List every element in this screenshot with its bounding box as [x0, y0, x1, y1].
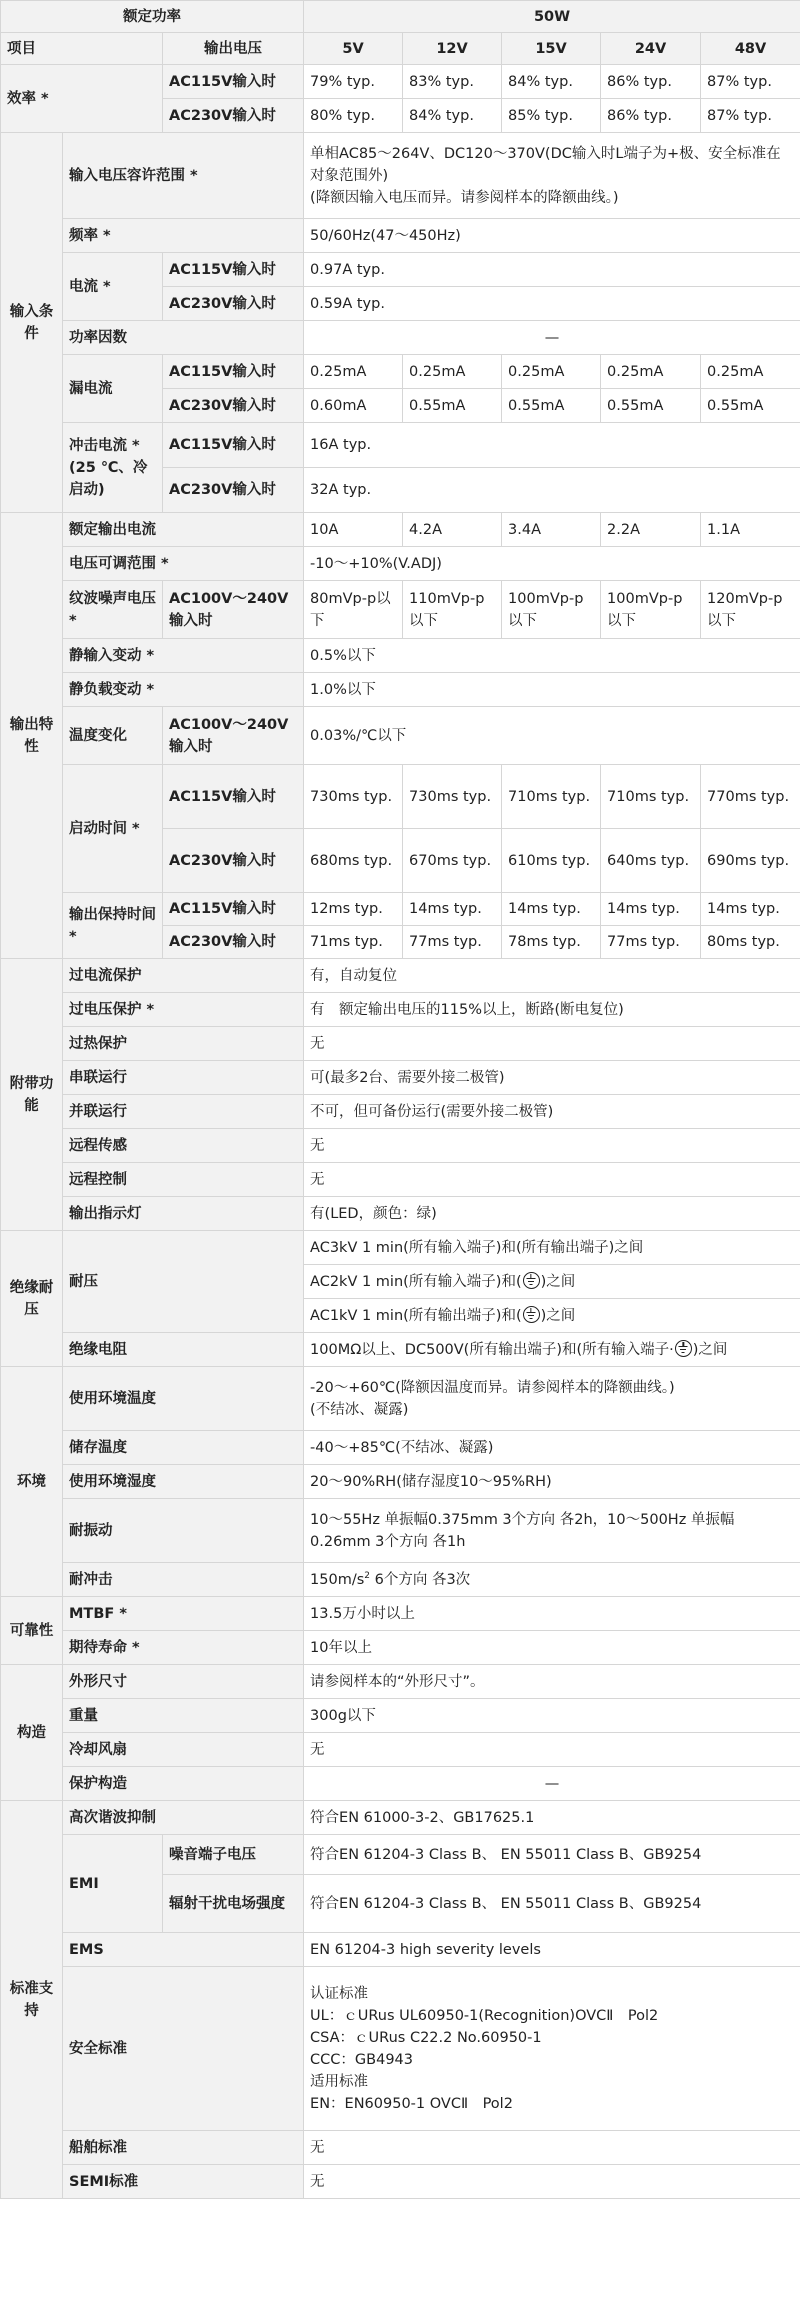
leak230-5v: 0.60mA [304, 389, 403, 423]
harmonic-label: 高次谐波抑制 [63, 1801, 304, 1835]
startup230-15v: 610ms typ. [502, 829, 601, 893]
startup230-24v: 640ms typ. [601, 829, 701, 893]
op-temp-text: -20～+60℃(降额因温度而异。请参阅样本的降额曲线。) [310, 1379, 675, 1396]
inrush-115-value: 16A typ. [304, 423, 800, 468]
aux-label-3: 串联运行 [63, 1061, 304, 1095]
env-group-label: 环境 [1, 1367, 63, 1597]
ripple-15v: 100mVp-p以下 [502, 581, 601, 639]
line-reg-value: 0.5%以下 [304, 639, 800, 673]
leak230-24v: 0.55mA [601, 389, 701, 423]
marine-value: 无 [304, 2131, 800, 2165]
startup-label: 启动时间 * [63, 765, 163, 893]
aux-group-label: 附带功能 [1, 959, 63, 1231]
startup-ac115-label: AC115V输入时 [163, 765, 304, 829]
leak115-24v: 0.25mA [601, 355, 701, 389]
efficiency-label: 效率 * [1, 65, 163, 133]
ripple-5v: 80mVp-p以下 [304, 581, 403, 639]
hold115-24v: 14ms typ. [601, 893, 701, 926]
safety-line: CCC：GB4943 [310, 2051, 413, 2068]
leak230-48v: 0.55mA [701, 389, 800, 423]
rated-current-15v: 3.4A [502, 513, 601, 547]
leak115-12v: 0.25mA [403, 355, 502, 389]
aux-label-5: 远程传感 [63, 1129, 304, 1163]
voltage-15v: 15V [502, 33, 601, 65]
eff230-48v: 87% typ. [701, 99, 800, 133]
aux-label-6: 远程控制 [63, 1163, 304, 1197]
aux-label-1: 过电压保护 * [63, 993, 304, 1027]
output-voltage-label: 输出电压 [163, 33, 304, 65]
voltage-5v: 5V [304, 33, 403, 65]
frequency-value: 50/60Hz(47～450Hz) [304, 219, 800, 253]
eff230-12v: 84% typ. [403, 99, 502, 133]
input-range-note: (降额因输入电压而异。请参阅样本的降额曲线。) [310, 189, 619, 206]
shock-b: 6个方向 各3次 [370, 1571, 471, 1588]
load-reg-label: 静负载变动 * [63, 673, 304, 707]
rated-current-12v: 4.2A [403, 513, 502, 547]
voltage-48v: 48V [701, 33, 800, 65]
startup-ac230-label: AC230V输入时 [163, 829, 304, 893]
withstand-2 [304, 1265, 800, 1299]
power-factor-label: 功率因数 [63, 321, 304, 355]
insulation-res-a: 100MΩ以上、DC500V(所有输出端子)和(所有输入端子· [310, 1341, 674, 1358]
withstand-3-b: )之间 [540, 1307, 576, 1324]
construction-group-label: 构造 [1, 1665, 63, 1801]
eff115-15v: 84% typ. [502, 65, 601, 99]
insulation-res-value [304, 1333, 800, 1367]
humidity-label: 使用环境湿度 [63, 1465, 304, 1499]
startup115-12v: 730ms typ. [403, 765, 502, 829]
temp-drift-label: 温度变化 [63, 707, 163, 765]
input-range-label: 输入电压容许范围 * [63, 133, 304, 219]
adj-range-value: -10～+10%(V.ADJ) [304, 547, 800, 581]
load-reg-value: 1.0%以下 [304, 673, 800, 707]
aux-value-2: 无 [304, 1027, 800, 1061]
dimensions-value: 请参阅样本的“外形尺寸”。 [304, 1665, 800, 1699]
op-temp-value [304, 1367, 800, 1431]
hold115-48v: 14ms typ. [701, 893, 800, 926]
insulation-res-b: )之间 [692, 1341, 728, 1358]
storage-temp-value: -40～+85℃(不结冰、凝露) [304, 1431, 800, 1465]
mtbf-value: 13.5万小时以上 [304, 1597, 800, 1631]
voltage-24v: 24V [601, 33, 701, 65]
startup230-48v: 690ms typ. [701, 829, 800, 893]
ac115-label: AC115V输入时 [163, 65, 304, 99]
protection-value: — [304, 1767, 800, 1801]
eff115-48v: 87% typ. [701, 65, 800, 99]
eff115-5v: 79% typ. [304, 65, 403, 99]
ripple-cond: AC100V～240V输入时 [163, 581, 304, 639]
power-factor-value: — [304, 321, 800, 355]
current-label: 电流 * [63, 253, 163, 321]
aux-value-0: 有，自动复位 [304, 959, 800, 993]
safety-line: CSA：ｃURus C22.2 No.60950-1 [310, 2029, 542, 2046]
fan-value: 无 [304, 1733, 800, 1767]
ems-value: EN 61204-3 high severity levels [304, 1933, 800, 1967]
withstand-2-b: )之间 [540, 1273, 576, 1290]
input-range-text: 单相AC85～264V、DC120～370V(DC输入时L端子为+极、安全标准在对象范围外) [310, 145, 781, 184]
aux-label-0: 过电流保护 [63, 959, 304, 993]
standards-group-label: 标准支持 [1, 1801, 63, 2199]
reliability-group-label: 可靠性 [1, 1597, 63, 1665]
withstand-1: AC3kV 1 min(所有输入端子)和(所有输出端子)之间 [304, 1231, 800, 1265]
frequency-label: 频率 * [63, 219, 304, 253]
rated-power-label: 额定功率 [1, 1, 304, 33]
leak230-15v: 0.55mA [502, 389, 601, 423]
ripple-24v: 100mVp-p以下 [601, 581, 701, 639]
aux-value-7: 有(LED，颜色：绿) [304, 1197, 800, 1231]
current-115-value: 0.97A typ. [304, 253, 800, 287]
startup115-5v: 730ms typ. [304, 765, 403, 829]
leak115-5v: 0.25mA [304, 355, 403, 389]
eff115-24v: 86% typ. [601, 65, 701, 99]
aux-value-1: 有 额定输出电压的115%以上，断路(断电复位) [304, 993, 800, 1027]
adj-range-label: 电压可调范围 * [63, 547, 304, 581]
leak115-48v: 0.25mA [701, 355, 800, 389]
input-range-value [304, 133, 800, 219]
withstand-2-a: AC2kV 1 min(所有输入端子)和( [310, 1273, 522, 1290]
rated-current-24v: 2.2A [601, 513, 701, 547]
temp-drift-cond: AC100V～240V输入时 [163, 707, 304, 765]
protection-label: 保护构造 [63, 1767, 304, 1801]
insulation-group-label: 绝缘耐压 [1, 1231, 63, 1367]
aux-label-2: 过热保护 [63, 1027, 304, 1061]
hold-ac115-label: AC115V输入时 [163, 893, 304, 926]
leakage-label: 漏电流 [63, 355, 163, 423]
ground-icon [523, 1306, 540, 1323]
semi-label: SEMI标准 [63, 2165, 304, 2199]
ripple-label: 纹波噪声电压 * [63, 581, 163, 639]
shock-label: 耐冲击 [63, 1563, 304, 1597]
input-group-label: 输入条件 [1, 133, 63, 513]
current-ac115-label: AC115V输入时 [163, 253, 304, 287]
safety-value [304, 1967, 800, 2131]
hold115-5v: 12ms typ. [304, 893, 403, 926]
aux-label-4: 并联运行 [63, 1095, 304, 1129]
eff115-12v: 83% typ. [403, 65, 502, 99]
ems-label: EMS [63, 1933, 304, 1967]
weight-value: 300g以下 [304, 1699, 800, 1733]
output-group-label: 输出特性 [1, 513, 63, 959]
harmonic-value: 符合EN 61000-3-2、GB17625.1 [304, 1801, 800, 1835]
emi-label: EMI [63, 1835, 163, 1933]
radiated-value: 符合EN 61204-3 Class B、 EN 55011 Class B、GB9254 [304, 1875, 800, 1933]
hold230-24v: 77ms typ. [601, 926, 701, 959]
eff230-24v: 86% typ. [601, 99, 701, 133]
dimensions-label: 外形尺寸 [63, 1665, 304, 1699]
inrush-230-value: 32A typ. [304, 468, 800, 513]
ripple-48v: 120mVp-p以下 [701, 581, 800, 639]
shock-sup: 2 [364, 1570, 371, 1581]
startup230-12v: 670ms typ. [403, 829, 502, 893]
ac230-label: AC230V输入时 [163, 99, 304, 133]
leak-ac115-label: AC115V输入时 [163, 355, 304, 389]
aux-value-5: 无 [304, 1129, 800, 1163]
leak115-15v: 0.25mA [502, 355, 601, 389]
startup115-15v: 710ms typ. [502, 765, 601, 829]
aux-label-7: 输出指示灯 [63, 1197, 304, 1231]
weight-label: 重量 [63, 1699, 304, 1733]
vibration-label: 耐振动 [63, 1499, 304, 1563]
aux-value-4: 不可，但可备份运行(需要外接二极管) [304, 1095, 800, 1129]
withstand-3-a: AC1kV 1 min(所有输出端子)和( [310, 1307, 522, 1324]
vibration-value: 10～55Hz 单振幅0.375mm 3个方向 各2h，10～500Hz 单振幅0.26mm 3个方向 各1h [304, 1499, 800, 1563]
op-temp-note: (不结冰、凝露) [310, 1401, 409, 1418]
leak-ac230-label: AC230V输入时 [163, 389, 304, 423]
inrush-label: 冲击电流 *(25 ℃、冷启动) [63, 423, 163, 513]
safety-label: 安全标准 [63, 1967, 304, 2131]
hold-label: 输出保持时间 * [63, 893, 163, 959]
eff230-15v: 85% typ. [502, 99, 601, 133]
rated-current-5v: 10A [304, 513, 403, 547]
radiated-label: 辐射干扰电场强度 [163, 1875, 304, 1933]
eff230-5v: 80% typ. [304, 99, 403, 133]
hold115-12v: 14ms typ. [403, 893, 502, 926]
aux-value-3: 可(最多2台、需要外接二极管) [304, 1061, 800, 1095]
voltage-12v: 12V [403, 33, 502, 65]
hold230-48v: 80ms typ. [701, 926, 800, 959]
aux-value-6: 无 [304, 1163, 800, 1197]
line-reg-label: 静输入变动 * [63, 639, 304, 673]
noise-value: 符合EN 61204-3 Class B、 EN 55011 Class B、GB9254 [304, 1835, 800, 1875]
current-230-value: 0.59A typ. [304, 287, 800, 321]
fan-label: 冷却风扇 [63, 1733, 304, 1767]
semi-value: 无 [304, 2165, 800, 2199]
withstand-3 [304, 1299, 800, 1333]
op-temp-label: 使用环境温度 [63, 1367, 304, 1431]
safety-line: 适用标准 [310, 2073, 369, 2090]
mtbf-label: MTBF * [63, 1597, 304, 1631]
hold230-5v: 71ms typ. [304, 926, 403, 959]
noise-label: 噪音端子电压 [163, 1835, 304, 1875]
temp-drift-value: 0.03%/℃以下 [304, 707, 800, 765]
shock-value [304, 1563, 800, 1597]
rated-current-label: 额定输出电流 [63, 513, 304, 547]
ground-icon [675, 1340, 692, 1357]
current-ac230-label: AC230V输入时 [163, 287, 304, 321]
safety-line: UL：ｃURus UL60950-1(Recognition)OVCⅡ Pol2 [310, 2007, 659, 2024]
insulation-res-label: 绝缘电阻 [63, 1333, 304, 1367]
inrush-ac115-label: AC115V输入时 [163, 423, 304, 468]
shock-a: 150m/s [310, 1571, 365, 1588]
storage-temp-label: 储存温度 [63, 1431, 304, 1465]
ripple-12v: 110mVp-p以下 [403, 581, 502, 639]
humidity-value: 20～90%RH(储存湿度10～95%RH) [304, 1465, 800, 1499]
ground-icon [523, 1272, 540, 1289]
life-value: 10年以上 [304, 1631, 800, 1665]
item-label: 项目 [1, 33, 163, 65]
hold-ac230-label: AC230V输入时 [163, 926, 304, 959]
hold230-12v: 77ms typ. [403, 926, 502, 959]
hold230-15v: 78ms typ. [502, 926, 601, 959]
startup115-24v: 710ms typ. [601, 765, 701, 829]
safety-line: 认证标准 [310, 1985, 369, 2002]
leak230-12v: 0.55mA [403, 389, 502, 423]
marine-label: 船舶标准 [63, 2131, 304, 2165]
safety-line: EN：EN60950-1 OVCⅡ Pol2 [310, 2095, 513, 2112]
rated-current-48v: 1.1A [701, 513, 800, 547]
startup230-5v: 680ms typ. [304, 829, 403, 893]
startup115-48v: 770ms typ. [701, 765, 800, 829]
withstand-label: 耐压 [63, 1231, 304, 1333]
rated-power-value: 50W [304, 1, 800, 33]
life-label: 期待寿命 * [63, 1631, 304, 1665]
hold115-15v: 14ms typ. [502, 893, 601, 926]
inrush-ac230-label: AC230V输入时 [163, 468, 304, 513]
